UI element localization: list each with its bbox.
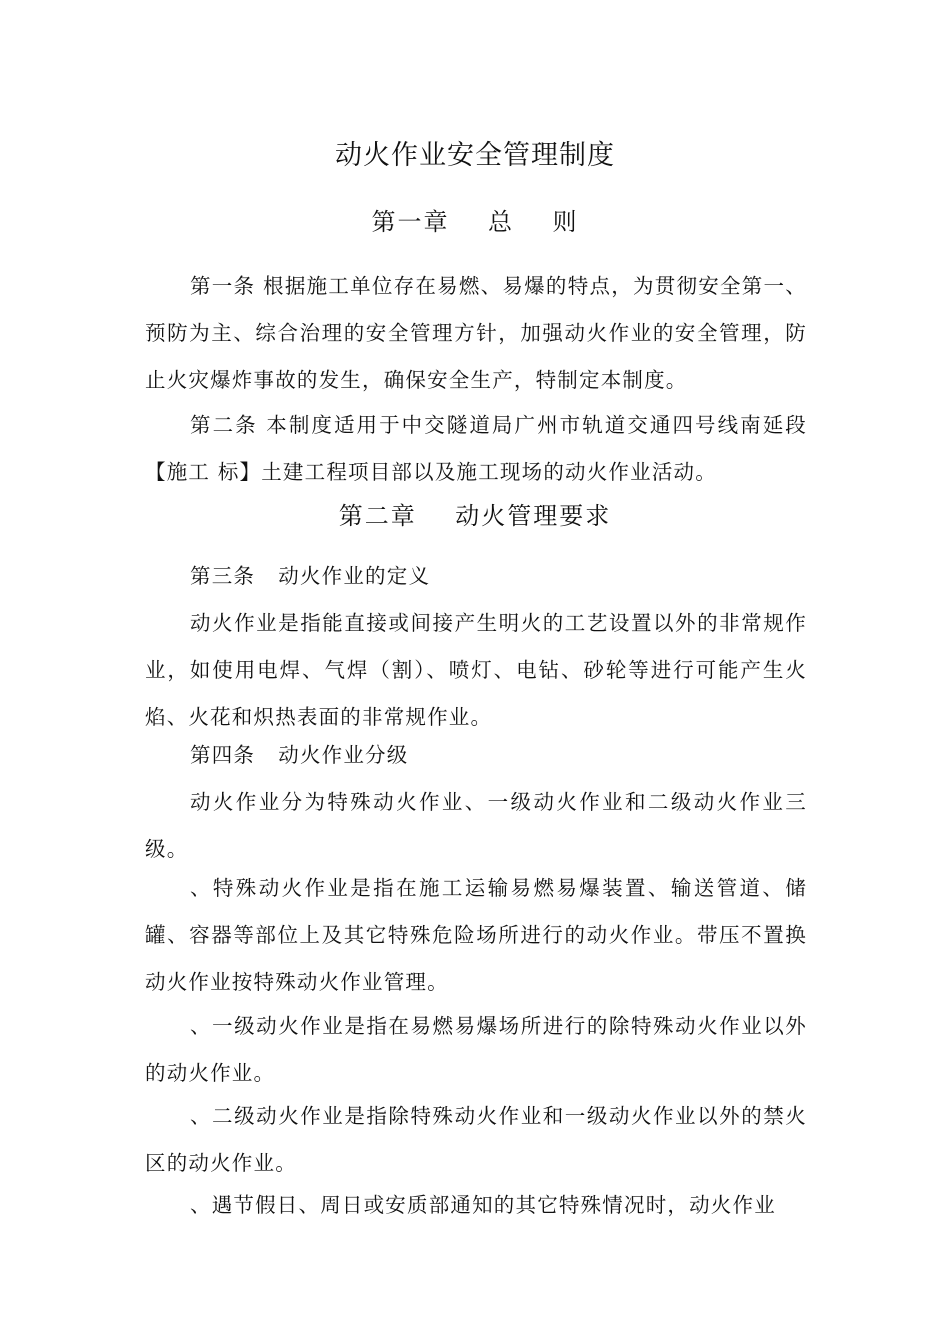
list-item-level-1-hot-work: 、一级动火作业是指在易燃易爆场所进行的除特殊动火作业以外的动火作业。 [145,1014,807,1085]
chapter-1-heading: 第一章 总 则 [371,208,579,236]
article-3-body: 动火作业是指能直接或间接产生明火的工艺设置以外的非常规作业，如使用电焊、气焊（割）、喷灯、电钻、砂轮等进行可能产生火焰、火花和炽热表面的非常规作业。 [145,611,807,729]
article-1-paragraph: 第一条 根据施工单位存在易燃、易爆的特点，为贯彻安全第一、预防为主、综合治理的安全管理方针，加强动火作业的安全管理，防止火灾爆炸事故的发生，确保安全生产，特制定本制度。 [145,274,807,392]
list-item-special-hot-work: 、特殊动火作业是指在施工运输易燃易爆装置、输送管道、储罐、容器等部位上及其它特殊危险场所进行的动火作业。带压不置换动火作业按特殊动火作业管理。 [145,876,807,994]
article-4-heading: 第四条 动火作业分级 [190,743,409,767]
document-title: 动火作业安全管理制度 [335,140,615,171]
article-4-body: 动火作业分为特殊动火作业、一级动火作业和二级动火作业三级。 [145,790,807,861]
article-2-paragraph: 第二条 本制度适用于中交隧道局广州市轨道交通四号线南延段【施工 标】土建工程项目部以及施工现场的动火作业活动。 [145,413,807,484]
list-item-level-2-hot-work: 、二级动火作业是指除特殊动火作业和一级动火作业以外的禁火区的动火作业。 [145,1104,807,1175]
article-3-heading: 第三条 动火作业的定义 [190,564,431,588]
chapter-2-heading: 第二章 动火管理要求 [338,502,612,530]
list-item-holiday-hot-work: 、遇节假日、周日或安质部通知的其它特殊情况时，动火作业 [190,1193,776,1217]
